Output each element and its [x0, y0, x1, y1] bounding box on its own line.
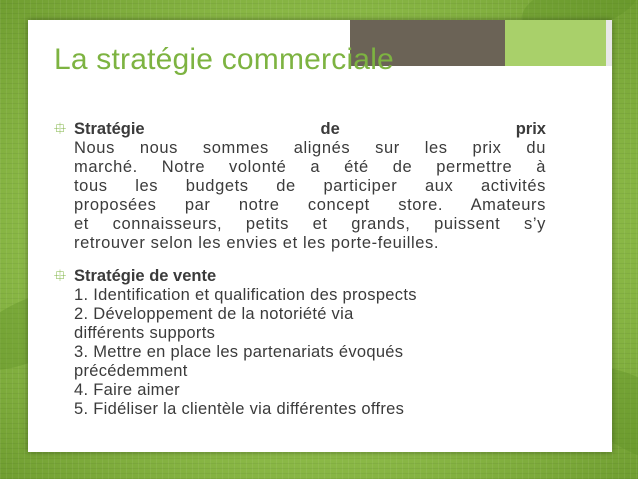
list-item: différents supports — [74, 324, 216, 342]
list-item: 5. Fidéliser la clientèle via différentes offres — [74, 400, 405, 418]
bullet-heading: Stratégie de vente — [74, 267, 217, 285]
slide-title: La stratégie commerciale — [54, 43, 394, 76]
paragraph-line: proposées par notre concept store. Amateurs — [74, 196, 546, 214]
list-item: 1. Identification et qualification des prospects — [74, 286, 417, 304]
paragraph-line: et connaisseurs, petits et grands, puissent s’y — [74, 215, 546, 233]
list-item: 4. Faire aimer — [74, 381, 180, 399]
list-item: 2. Développement de la notoriété via — [74, 305, 354, 323]
paragraph-line: Nous nous sommes alignés sur les prix du — [74, 139, 546, 157]
bullet-heading — [74, 120, 546, 139]
accent-block-light — [606, 20, 612, 66]
bullet-icon: ⯐ — [54, 121, 67, 138]
heading-word: prix — [515, 120, 546, 138]
bullet-body — [74, 267, 546, 419]
paragraph-line: tous les budgets de participer aux activités — [74, 177, 546, 195]
heading-word: Stratégie — [74, 120, 145, 138]
paragraph-line: retrouver selon les envies et les porte-feuilles. — [74, 234, 440, 252]
list-item: 3. Mettre en place les partenariats évoqués — [74, 343, 404, 361]
accent-block-green — [505, 20, 606, 66]
bullet-icon: ⯐ — [54, 268, 67, 285]
list-item: précédemment — [74, 362, 188, 380]
paragraph-line: marché. Notre volonté a été de permettre à — [74, 158, 546, 176]
bullet-body — [74, 120, 546, 253]
heading-word: de — [320, 120, 340, 138]
